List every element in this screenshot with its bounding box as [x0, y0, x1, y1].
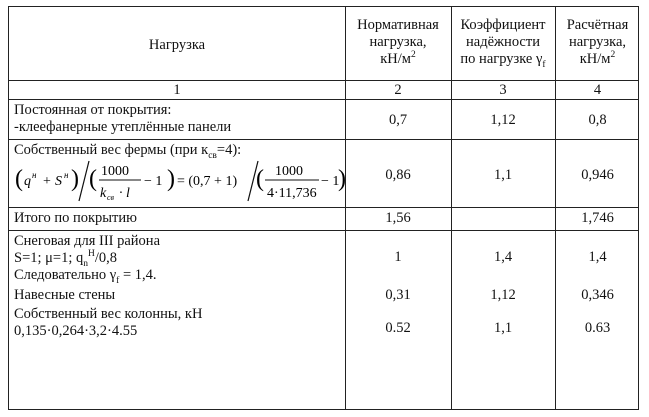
formula-l: · l: [119, 186, 130, 201]
truss-label-subscript: св: [208, 150, 217, 161]
row-walls-calculated: 0,346: [581, 287, 614, 303]
load-table: [8, 6, 639, 410]
formula-paren: (: [15, 166, 23, 192]
row-walls-normative: 0,31: [385, 287, 411, 303]
column-number-4: 4: [593, 82, 602, 98]
row-column-coefficient: 1,1: [493, 320, 513, 336]
header-coefficient: [451, 17, 555, 68]
header-calculated-line2: нагрузка,: [568, 34, 627, 50]
formula-s-sup: н: [64, 170, 69, 180]
row-walls-label: Навесные стены: [14, 287, 116, 303]
row-divider: [9, 99, 638, 100]
row-roof-coefficient: 1,12: [490, 112, 516, 128]
header-coefficient-line2: надёжности: [466, 34, 540, 50]
formula-paren: ): [167, 166, 175, 192]
formula-numerator-2: 1000: [275, 164, 303, 179]
snow-line2-sup: H: [88, 249, 95, 260]
formula-numerator-1: 1000: [101, 164, 129, 179]
formula-equals: = (0,7 + 1): [177, 174, 238, 189]
row-divider: [9, 207, 638, 208]
snow-line2: [14, 250, 160, 267]
row-roof-line1: Постоянная от покрытия:: [14, 102, 172, 118]
header-normative-line1: Нормативная: [357, 17, 439, 33]
formula-slash: [79, 161, 89, 201]
header-normative: [345, 17, 451, 68]
gamma-text: по нагрузке γ: [460, 51, 543, 67]
unit-text: кН/м: [380, 51, 411, 67]
row-truss-calculated: 0,946: [581, 167, 614, 183]
formula-minus-2: − 1: [321, 174, 340, 189]
column-number-2: 2: [394, 82, 402, 98]
formula-k-sub: св: [107, 193, 115, 202]
row-snow-calculated: 1,4: [588, 249, 607, 265]
row-column-calculated: 0.63: [584, 320, 611, 336]
snow-line3-sub: f: [116, 275, 120, 286]
row-total-calculated: 1,746: [581, 210, 614, 226]
formula-s: S: [55, 174, 62, 189]
truss-label-tail: =4):: [216, 142, 242, 158]
row-column-normative: 0.52: [385, 320, 411, 336]
row-walls-coefficient: 1,12: [490, 287, 516, 303]
column-line2: 0,135·0,264·3,2·4.55: [14, 323, 138, 339]
snow-line1: Снеговая для III района: [14, 233, 160, 249]
header-calculated-line1: Расчётная: [566, 17, 629, 33]
column-number-3: 3: [499, 82, 507, 98]
formula-paren: (: [256, 166, 264, 192]
formula-denominator-2: 4·11,736: [267, 186, 317, 201]
snow-line2-text: S=1; μ=1; q: [14, 250, 84, 266]
row-divider: [9, 80, 638, 81]
formula-paren: ): [338, 166, 346, 192]
row-snow-coefficient: 1,4: [493, 249, 513, 265]
snow-line2-tail: /0,8: [94, 250, 118, 266]
row-total-label: Итого по покрытию: [14, 210, 137, 226]
gamma-subscript: f: [542, 59, 546, 70]
row-roof-calculated: 0,8: [588, 112, 607, 128]
formula-q: q: [24, 174, 31, 189]
row-snow-label: [14, 233, 160, 284]
snow-line3: [14, 267, 160, 284]
row-truss-coefficient: 1,1: [493, 167, 513, 183]
snow-line3-tail: = 1,4.: [119, 267, 157, 283]
formula-q-sup: н: [32, 170, 37, 180]
row-roof-label: [14, 102, 231, 136]
unit-text: кН/м: [579, 51, 611, 67]
truss-formula: [13, 157, 345, 205]
row-snow-normative: 1: [394, 249, 402, 265]
header-normative-line2: нагрузка,: [369, 34, 427, 50]
header-calculated: [555, 17, 640, 68]
header-load: Нагрузка: [148, 37, 206, 53]
row-total-normative: 1,56: [385, 210, 411, 226]
row-column-label: [14, 306, 202, 340]
formula-plus: +: [43, 174, 51, 189]
column-number-1: 1: [173, 82, 181, 98]
header-calculated-unit: [555, 51, 640, 68]
header-coefficient-line1: Коэффициент: [460, 17, 546, 33]
header-normative-unit: [345, 51, 451, 68]
formula-minus-1: − 1: [144, 174, 163, 189]
row-divider: [9, 230, 638, 231]
snow-line2-sub: n: [83, 258, 89, 269]
row-roof-line2: -клеефанерные утеплённые панели: [14, 119, 232, 135]
row-roof-normative: 0,7: [388, 112, 408, 128]
truss-label-text: Собственный вес фермы (при к: [14, 142, 209, 158]
row-divider: [9, 139, 638, 140]
row-truss-normative: 0,86: [385, 167, 411, 183]
unit-power: 2: [410, 50, 416, 61]
formula-k: k: [100, 186, 107, 201]
formula-paren: (: [89, 166, 97, 192]
header-coefficient-line3: [451, 51, 555, 68]
column-line1: Собственный вес колонны, кН: [14, 306, 203, 322]
snow-line3-text: Следовательно γ: [14, 267, 117, 283]
unit-power: 2: [610, 50, 616, 61]
formula-paren: ): [71, 166, 79, 192]
